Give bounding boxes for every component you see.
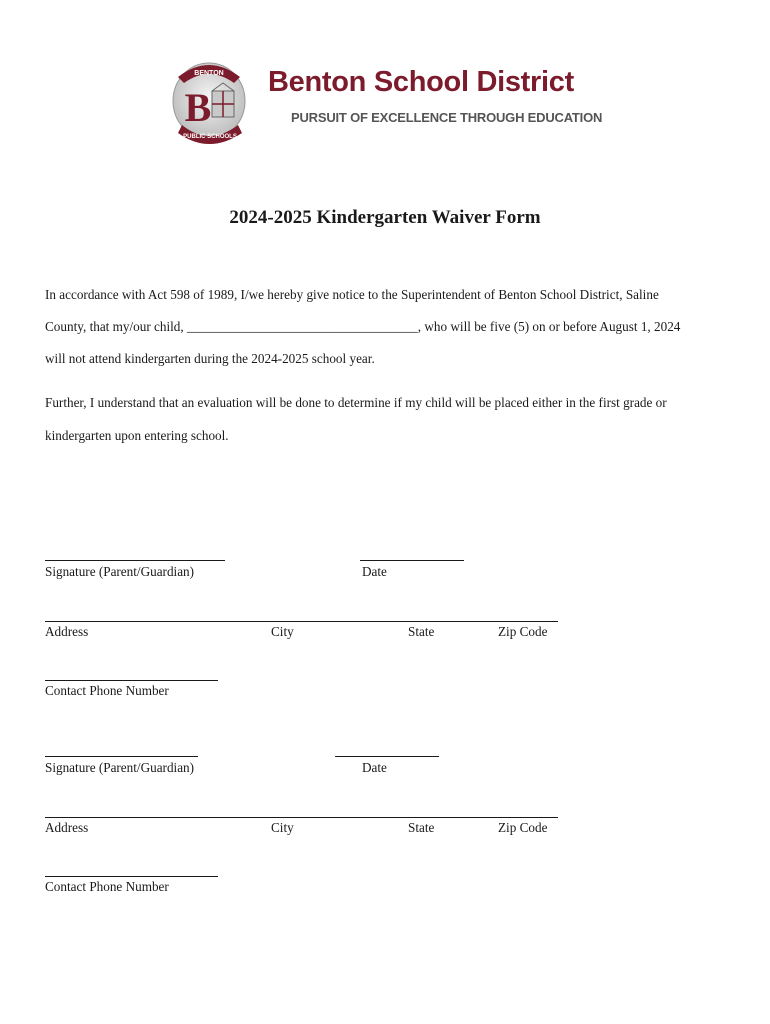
phone-label: Contact Phone Number <box>45 683 169 698</box>
address-line[interactable] <box>45 621 558 622</box>
address-line[interactable] <box>45 817 558 818</box>
address-label: Address <box>45 624 89 639</box>
notice-line-2[interactable]: County, that my/our child, ___________________________________, who will be five (5) on or before August 1, 2024 <box>45 319 681 334</box>
city-label: City <box>271 624 294 639</box>
district-logo <box>168 55 250 147</box>
phone-line[interactable] <box>45 680 218 681</box>
state-label: State <box>408 820 435 835</box>
signature-label: Signature (Parent/Guardian) <box>45 564 195 579</box>
date-line[interactable] <box>335 756 439 757</box>
date-label: Date <box>362 564 387 579</box>
state-label: State <box>408 624 435 639</box>
signature-line[interactable] <box>45 560 225 561</box>
district-tagline: PURSUIT OF EXCELLENCE THROUGH EDUCATION <box>291 110 603 125</box>
signature-line[interactable] <box>45 756 198 757</box>
notice-line-3: will not attend kindergarten during the 2024-2025 school year. <box>45 351 375 366</box>
zip-code-label: Zip Code <box>498 820 548 835</box>
city-label: City <box>271 820 294 835</box>
zip-code-label: Zip Code <box>498 624 548 639</box>
notice-line-1: In accordance with Act 598 of 1989, I/we hereby give notice to the Superintendent of Benton School District, Saline <box>45 287 659 302</box>
date-line[interactable] <box>360 560 464 561</box>
phone-line[interactable] <box>45 876 218 877</box>
signature-label: Signature (Parent/Guardian) <box>45 760 195 775</box>
logo-text-bottom: PUBLIC SCHOOLS <box>183 134 237 140</box>
logo-text-top: BENTON <box>194 70 224 77</box>
form-title: 2024-2025 Kindergarten Waiver Form <box>229 207 541 228</box>
evaluation-line-2: kindergarten upon entering school. <box>45 428 229 443</box>
phone-label: Contact Phone Number <box>45 879 169 894</box>
logo-letter: B <box>184 85 212 130</box>
district-name: Benton School District <box>268 66 574 98</box>
address-label: Address <box>45 820 89 835</box>
date-label: Date <box>362 760 387 775</box>
evaluation-line-1: Further, I understand that an evaluation will be done to determine if my child will be placed either in the first grade or <box>45 395 667 410</box>
